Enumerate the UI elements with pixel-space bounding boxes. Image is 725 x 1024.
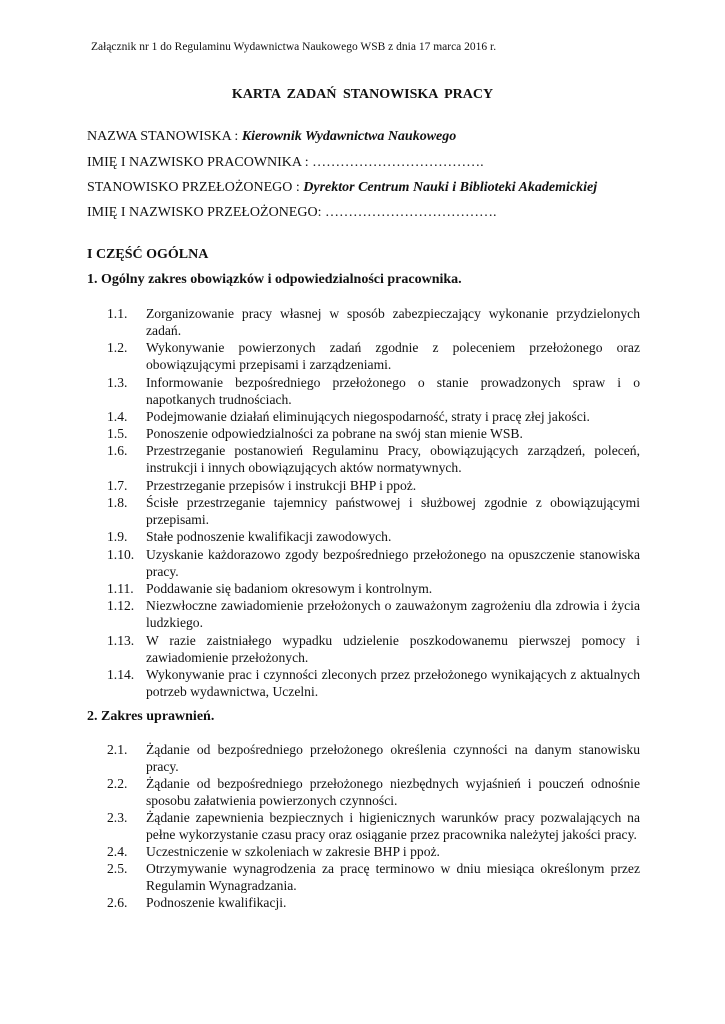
item-text: Wykonywanie powierzonych zadań zgodnie z poleceniem przełożonego oraz obowiązującymi przepisami i zarządzeniami. [146, 340, 640, 373]
item-number: 1.13. [107, 632, 135, 648]
item-number: 2.5. [107, 861, 128, 876]
item-number: 1.1. [107, 306, 128, 321]
item-text: Uzyskanie każdorazowo zgody bezpośredniego przełożonego na opuszczenie stanowiska pracy. [146, 546, 640, 579]
list-item [107, 843, 640, 860]
part-heading: I CZĘŚĆ OGÓLNA [87, 247, 209, 262]
document-title: KARTA ZADAŃ STANOWISKA PRACY [231, 87, 494, 102]
item-text: Podnoszenie kwalifikacji. [146, 895, 287, 910]
list-item [107, 339, 640, 373]
duties-list [107, 305, 640, 700]
item-number: 2.2. [107, 776, 128, 791]
item-number: 1.2. [107, 340, 128, 356]
item-number: 1.9. [107, 529, 128, 545]
item-text: Ponoszenie odpowiedzialności za pobrane na swój stan mienie WSB. [146, 426, 523, 442]
list-item [107, 632, 640, 666]
field-label: IMIĘ I NAZWISKO PRZEŁOŻONEGO: ………………………………. [87, 205, 497, 220]
list-item [107, 408, 640, 425]
item-number: 1.14. [107, 666, 135, 682]
supervisor-position-field [87, 180, 597, 196]
item-number: 2.1. [107, 742, 128, 757]
item-number: 1.4. [107, 408, 128, 424]
list-item [107, 374, 640, 408]
item-text: W razie zaistniałego wypadku udzielenie poszkodowanemu pierwszej pomocy i zawiadomienie przełożonych. [146, 632, 640, 665]
item-text: Uczestniczenie w szkoleniach w zakresie BHP i ppoż. [146, 844, 440, 859]
employee-name-field [87, 155, 484, 171]
list-item [107, 528, 640, 545]
rights-list [107, 741, 640, 911]
item-text: Niezwłoczne zawiadomienie przełożonych o zauważonym zagrożeniu dla zdrowia i życia ludzkiego. [146, 598, 640, 631]
list-item [107, 442, 640, 476]
list-item [107, 580, 640, 597]
section2-heading: 2. Zakres uprawnień. [87, 709, 215, 724]
item-text: Otrzymywanie wynagrodzenia za pracę terminowo w dniu miesiąca określonym przez Regulamin Wynagradzania. [146, 861, 640, 893]
item-text: Żądanie od bezpośredniego przełożonego określenia czynności na danym stanowisku pracy. [146, 742, 640, 774]
item-text: Wykonywanie prac i czynności zleconych przez przełożonego wynikających z aktualnych potrzeb wydawnictwa, Uczelni. [146, 666, 640, 699]
item-text: Informowanie bezpośredniego przełożonego o stanie prowadzonych spraw i o napotkanych trudnościach. [146, 374, 640, 407]
attachment-header: Załącznik nr 1 do Regulaminu Wydawnictwa Naukowego WSB z dnia 17 marca 2016 r. [91, 41, 497, 53]
field-label: IMIĘ I NAZWISKO PRACOWNIKA : ………………………………. [87, 155, 484, 170]
item-number: 1.10. [107, 546, 135, 562]
list-item [107, 477, 640, 494]
item-text: Przestrzeganie postanowień Regulaminu Pracy, obowiązujących zarządzeń, poleceń, instrukcji i innych obowiązujących aktów normatywnych. [146, 443, 640, 476]
list-item [107, 305, 640, 339]
list-item [107, 775, 640, 809]
item-text: Poddawanie się badaniom okresowym i kontrolnym. [146, 580, 433, 596]
item-text: Żądanie zapewnienia bezpiecznych i higienicznych warunków pracy pozwalających na pełne wykorzystanie czasu pracy oraz osiąganie przez pracownika należytej jakości pracy. [146, 810, 640, 842]
item-text: Żądanie od bezpośredniego przełożonego niezbędnych wyjaśnień i pouczeń odnośnie sposobu załatwienia powierzonych czynności. [146, 776, 640, 808]
item-text: Zorganizowanie pracy własnej w sposób zabezpieczający wykonanie przydzielonych zadań. [146, 306, 640, 338]
item-number: 2.3. [107, 810, 128, 825]
item-number: 1.12. [107, 598, 135, 614]
list-item [107, 546, 640, 580]
list-item [107, 860, 640, 894]
supervisor-name-field [87, 205, 496, 221]
item-text: Przestrzeganie przepisów i instrukcji BHP i ppoż. [146, 477, 417, 493]
item-text: Podejmowanie działań eliminujących niegospodarność, straty i pracę złej jakości. [146, 408, 590, 424]
position-name-field [87, 129, 456, 145]
field-value: Dyrektor Centrum Nauki i Biblioteki Akademickiej [303, 180, 598, 195]
item-text: Stałe podnoszenie kwalifikacji zawodowych. [146, 529, 392, 545]
list-item [107, 741, 640, 775]
item-number: 1.7. [107, 477, 128, 493]
list-item [107, 425, 640, 442]
item-text: Ścisłe przestrzeganie tajemnicy państwowej i służbowej zgodnie z obowiązującymi przepisami. [146, 495, 640, 528]
section1-heading: 1. Ogólny zakres obowiązków i odpowiedzialności pracownika. [87, 272, 462, 287]
item-number: 2.6. [107, 895, 128, 910]
list-item [107, 597, 640, 631]
field-label: STANOWISKO PRZEŁOŻONEGO : [87, 180, 304, 195]
item-number: 1.6. [107, 443, 128, 459]
item-number: 1.3. [107, 374, 128, 390]
item-number: 1.5. [107, 426, 128, 442]
list-item [107, 666, 640, 700]
field-label: NAZWA STANOWISKA : [87, 129, 242, 144]
item-number: 1.11. [107, 580, 134, 596]
list-item [107, 809, 640, 843]
list-item [107, 494, 640, 528]
list-item [107, 894, 640, 911]
field-value: Kierownik Wydawnictwa Naukowego [241, 129, 457, 144]
item-number: 2.4. [107, 844, 128, 859]
item-number: 1.8. [107, 495, 128, 511]
